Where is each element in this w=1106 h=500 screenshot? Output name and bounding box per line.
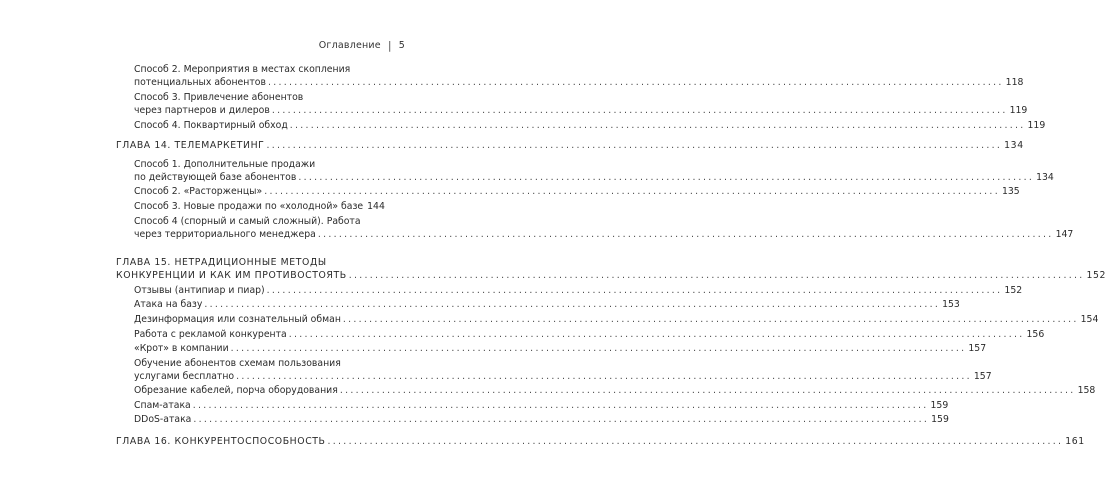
toc-entry-line bbox=[134, 201, 385, 213]
toc-leader-dots: ............................................................................................................................................ bbox=[342, 314, 1079, 325]
toc-leader-dots: ............................................................................................................................................ bbox=[298, 172, 1035, 183]
toc-entry-title: Способ 3. Привлечение абонентов bbox=[134, 92, 304, 103]
toc-entry-line bbox=[134, 285, 1023, 297]
toc-entry-title: «Крот» в компании bbox=[134, 343, 229, 354]
toc-page-number: 159 bbox=[931, 414, 949, 425]
toc-entry-line bbox=[134, 400, 949, 412]
toc-entry-title: ГЛАВА 14. ТЕЛЕМАРКЕТИНГ bbox=[116, 140, 265, 151]
toc-entry-title: через партнеров и дилеров bbox=[134, 105, 270, 116]
toc-page-number: 156 bbox=[1026, 329, 1045, 340]
toc-entry-line bbox=[134, 216, 374, 228]
toc-page-number: 147 bbox=[1055, 229, 1074, 240]
toc-leader-dots: ............................................................................................................................................ bbox=[271, 105, 1008, 116]
toc-page-number: 159 bbox=[930, 400, 949, 411]
section-title: Оглавление bbox=[318, 40, 381, 51]
toc-entry-title: Работа с рекламой конкурента bbox=[134, 329, 287, 340]
toc-leader-dots: ............................................................................................................................................ bbox=[348, 270, 1085, 281]
toc-leader-dots: ............................................................................................................................................ bbox=[266, 285, 1003, 296]
toc-entry-line bbox=[134, 299, 960, 311]
toc-entry-line bbox=[134, 172, 1054, 184]
toc-leader-dots: ............................................................................................................................................ bbox=[192, 400, 929, 411]
toc-entry-title: КОНКУРЕНЦИИ И КАК ИМ ПРОТИВОСТОЯТЬ bbox=[116, 270, 347, 281]
toc-page-number: 144 bbox=[367, 201, 385, 212]
toc-page-number: 118 bbox=[1005, 77, 1024, 88]
toc-entry-title: Способ 2. «Расторженцы» bbox=[134, 186, 263, 197]
toc-page-number: 119 bbox=[1027, 120, 1046, 131]
toc-entry-line bbox=[134, 329, 1045, 341]
toc-entry-title: через территориального менеджера bbox=[134, 229, 316, 240]
toc-entry-title: Способ 2. Мероприятия в местах скопления bbox=[134, 64, 351, 75]
toc-entry-line bbox=[134, 92, 374, 104]
header-separator: | bbox=[387, 39, 392, 52]
toc-page-number: 134 bbox=[1004, 140, 1024, 151]
toc-chapter-line bbox=[116, 436, 1085, 448]
toc-entry-title: Спам-атака bbox=[134, 400, 191, 411]
toc-chapter-line bbox=[116, 257, 374, 269]
toc-entry-title: Способ 4 (спорный и самый сложный). Работа bbox=[134, 216, 361, 227]
toc-entry-line bbox=[134, 229, 1074, 241]
toc-entry-line bbox=[134, 314, 1099, 326]
toc-page-number: 119 bbox=[1009, 105, 1028, 116]
toc-entry-title: ГЛАВА 16. КОНКУРЕНТОСПОСОБНОСТЬ bbox=[116, 436, 326, 447]
toc-entry-title: Дезинформация или сознательный обман bbox=[134, 314, 341, 325]
toc-entry-title: Обучение абонентов схемам пользования bbox=[134, 358, 341, 369]
toc-page-number: 153 bbox=[942, 299, 960, 310]
toc-chapter-line bbox=[116, 270, 1106, 282]
toc-leader-dots: ............................................................................................................................................ bbox=[230, 343, 967, 354]
toc-entry-title: Атака на базу bbox=[134, 299, 203, 310]
toc-page-number: 135 bbox=[1001, 186, 1020, 197]
toc-leader-dots: ............................................................................................................................................ bbox=[193, 414, 930, 425]
toc-entry-title: потенциальных абонентов bbox=[134, 77, 266, 88]
toc-entry-title: Способ 1. Дополнительные продажи bbox=[134, 159, 316, 170]
toc-entry-line bbox=[134, 186, 1020, 198]
toc-leader-dots: ............................................................................................................................................ bbox=[204, 299, 941, 310]
toc-entry-line bbox=[134, 371, 992, 383]
toc-entry-line bbox=[134, 64, 374, 76]
toc-leader-dots: ............................................................................................................................................ bbox=[317, 229, 1054, 240]
toc-entry-line bbox=[134, 343, 987, 355]
toc-entry-title: ГЛАВА 15. НЕТРАДИЦИОННЫЕ МЕТОДЫ bbox=[116, 257, 327, 268]
toc-page-number: 152 bbox=[1004, 285, 1023, 296]
toc-page-number: 157 bbox=[973, 371, 992, 382]
toc-leader-dots: ............................................................................................................................................ bbox=[289, 120, 1026, 131]
toc-entry-title: Отзывы (антипиар и пиар) bbox=[134, 285, 265, 296]
toc-entry-title: Способ 4. Поквартирный обход bbox=[134, 120, 288, 131]
toc-page-number: 158 bbox=[1077, 385, 1096, 396]
toc-entry-title: услугами бесплатно bbox=[134, 371, 235, 382]
toc-leader-dots: ............................................................................................................................................ bbox=[266, 140, 1003, 151]
toc-entry-line bbox=[134, 385, 1096, 397]
toc-entry-title: DDoS-атака bbox=[134, 414, 192, 425]
toc-entry-title: Обрезание кабелей, порча оборудования bbox=[134, 385, 338, 396]
toc-entry-line bbox=[134, 414, 949, 426]
toc-leader-dots: ............................................................................................................................................ bbox=[267, 77, 1004, 88]
toc-entry-line bbox=[134, 159, 374, 171]
toc-leader-dots: ............................................................................................................................................ bbox=[327, 436, 1064, 447]
toc-entry-line bbox=[134, 120, 1046, 132]
toc-entry-line bbox=[134, 105, 1028, 117]
toc-page-number: 157 bbox=[968, 343, 987, 354]
toc-leader-dots: ............................................................................................................................................ bbox=[236, 371, 972, 382]
toc-page-number: 134 bbox=[1036, 172, 1054, 183]
toc-entry-line bbox=[134, 358, 374, 370]
toc-chapter-line bbox=[116, 140, 1024, 152]
toc-entry-title: по действующей базе абонентов bbox=[134, 172, 297, 183]
toc-leader-dots: ............................................................................................................................................ bbox=[339, 385, 1076, 396]
toc-entry-title: Способ 3. Новые продажи по «холодной» базе bbox=[134, 201, 364, 212]
toc-page-number: 154 bbox=[1080, 314, 1099, 325]
toc-page-number: 161 bbox=[1065, 436, 1085, 447]
toc-page-number: 152 bbox=[1086, 270, 1106, 281]
toc-leader-dots: ............................................................................................................................................ bbox=[288, 329, 1025, 340]
toc-entry-line bbox=[134, 77, 1024, 89]
page-number: 5 bbox=[398, 40, 405, 51]
toc-leader-dots: ............................................................................................................................................ bbox=[264, 186, 1000, 197]
